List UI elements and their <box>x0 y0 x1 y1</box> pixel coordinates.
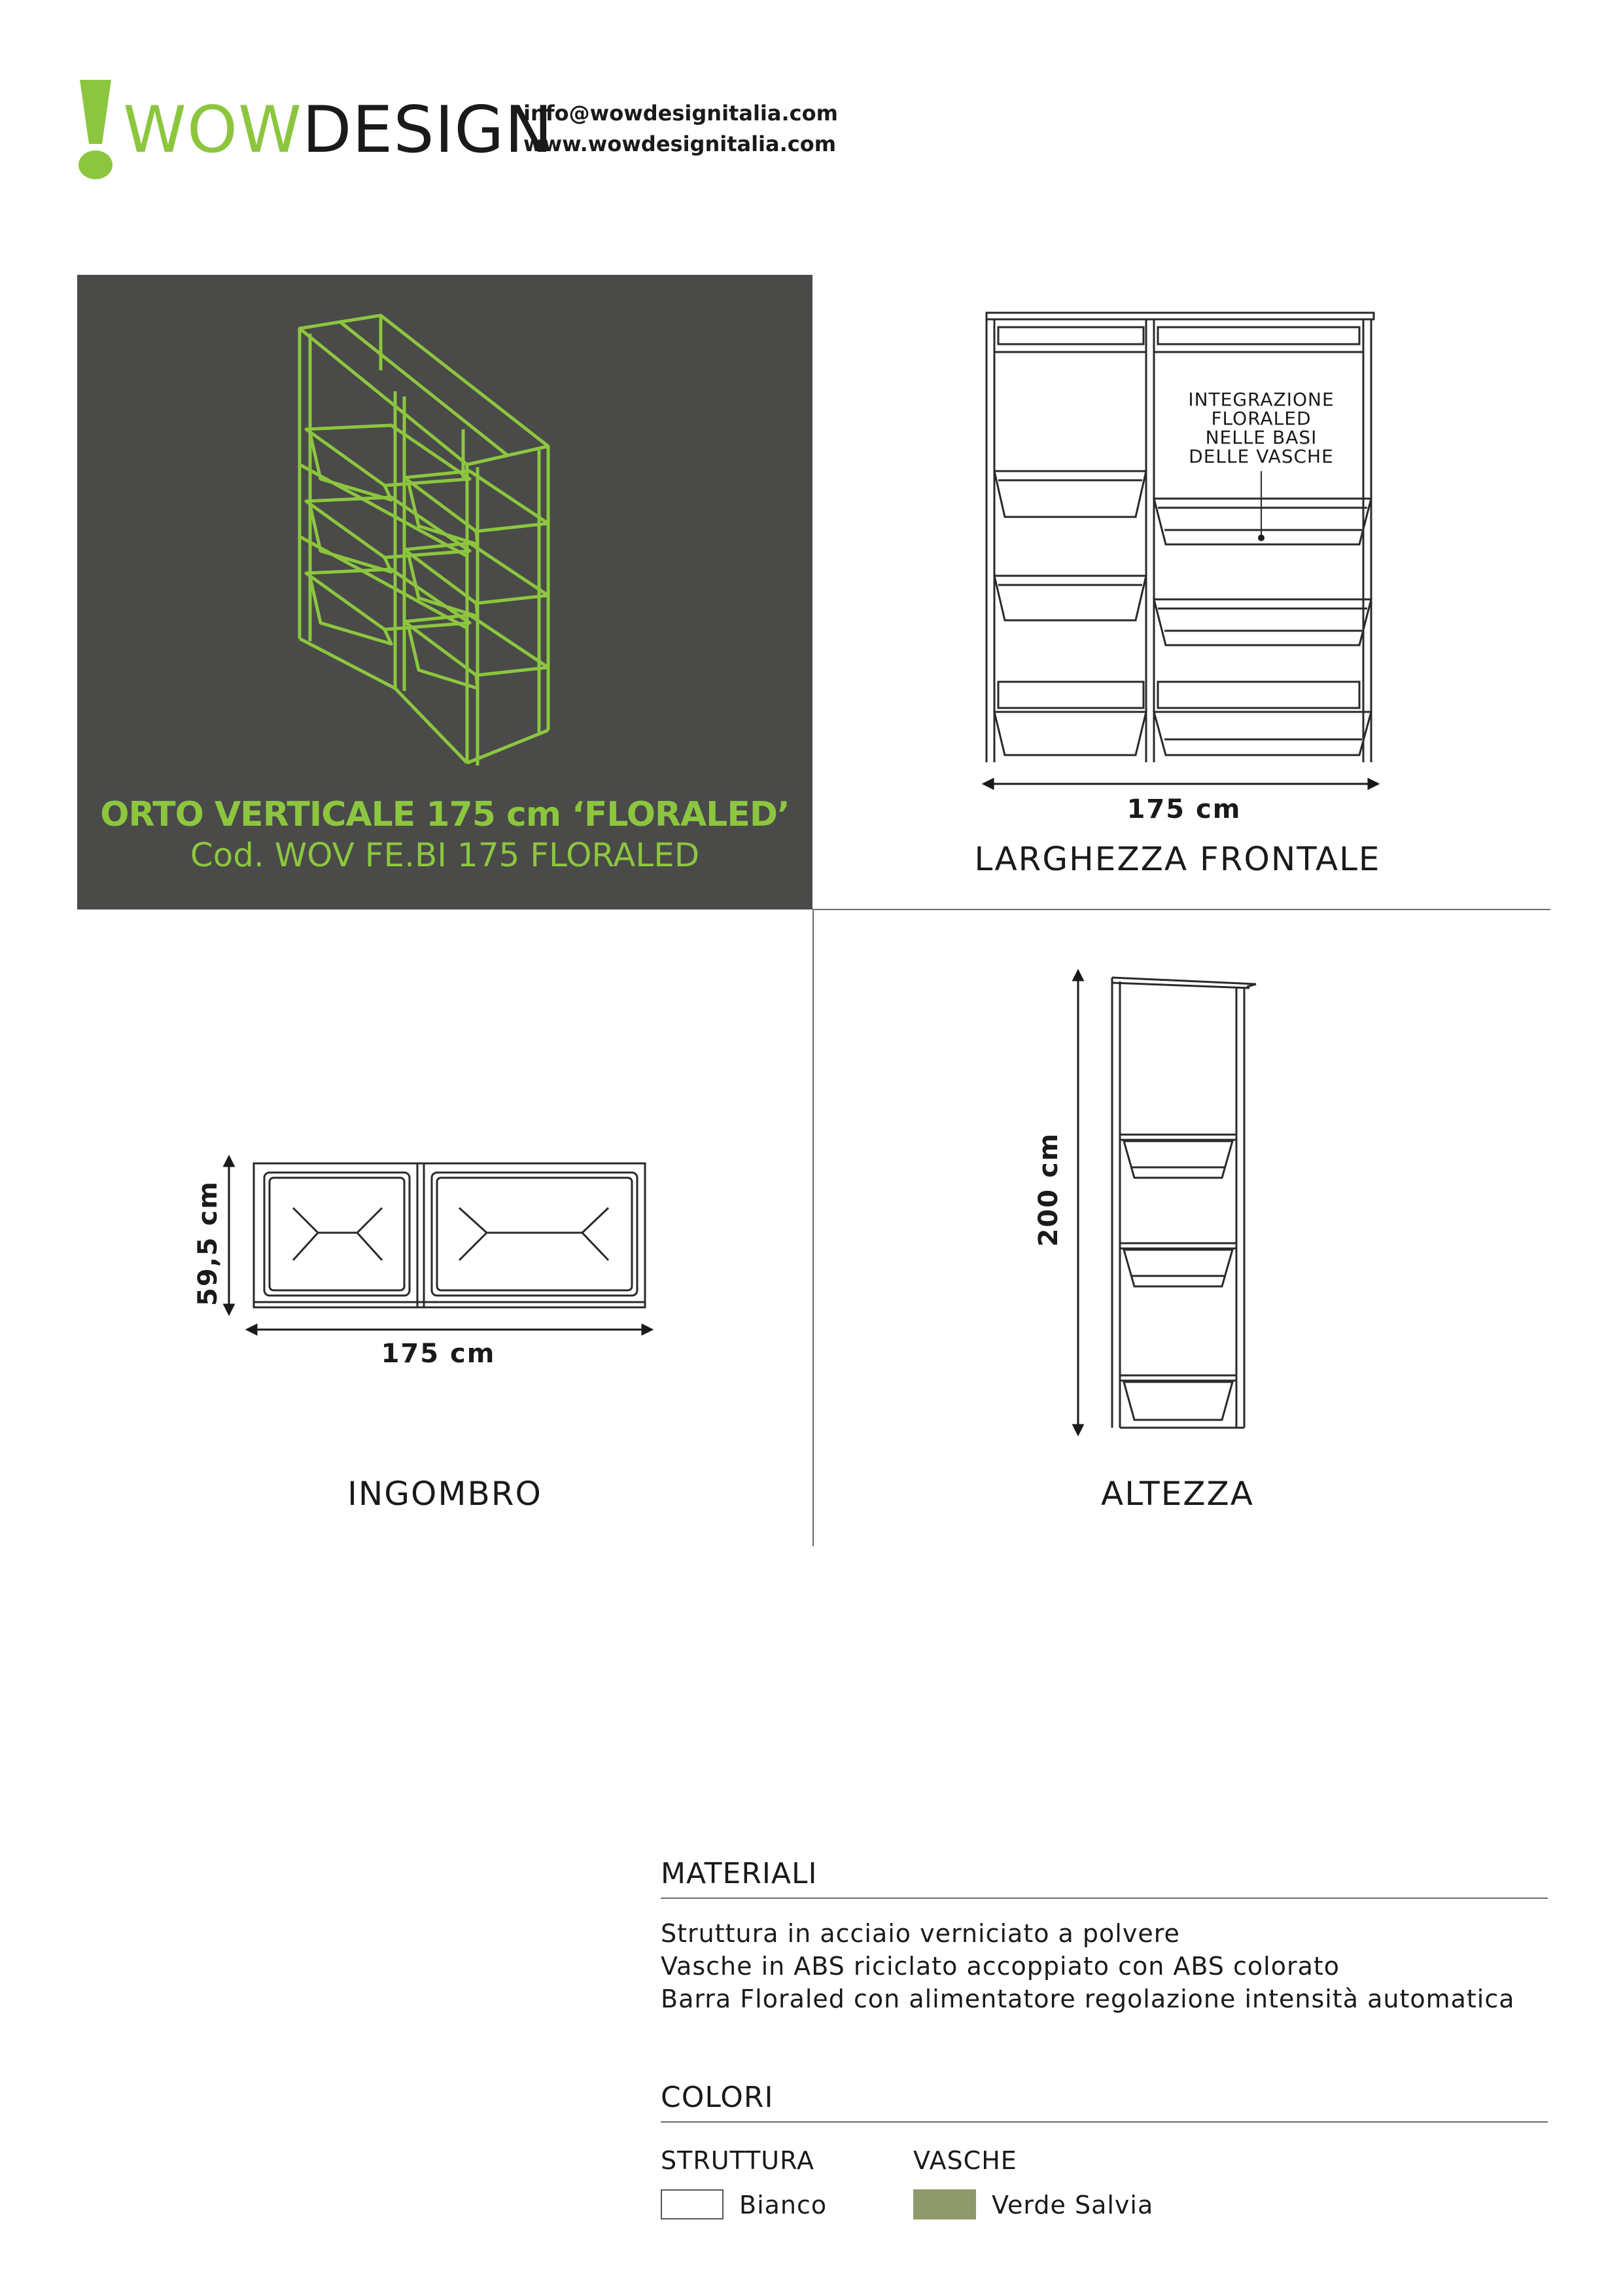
materials-rule <box>661 1898 1548 1899</box>
website-link[interactable]: www.wowdesignitalia.com <box>523 132 837 156</box>
top-view-caption: INGOMBRO <box>347 1475 542 1513</box>
divider-vertical <box>812 909 814 1546</box>
annotation-line: DELLE VASCHE <box>1189 446 1334 467</box>
logo-design: DESIGN <box>302 93 553 168</box>
front-view-drawing <box>981 308 1374 798</box>
front-width-dimension: 175 cm <box>1126 794 1242 824</box>
annotation-line: FLORALED <box>1211 408 1312 429</box>
front-view-caption: LARGHEZZA FRONTALE <box>974 840 1381 878</box>
exclamation-logo-icon <box>76 77 115 182</box>
product-title: ORTO VERTICALE 175 cm ‘FLORALED’ <box>100 795 790 834</box>
annotation-line: NELLE BASI <box>1205 427 1318 448</box>
side-height-dimension: 200 cm <box>1034 1132 1064 1247</box>
colors-title: COLORI <box>661 2081 774 2114</box>
material-item: Barra Floraled con alimentatore regolazione intensità automatica <box>661 1985 1515 2013</box>
side-view-drawing <box>1060 968 1282 1439</box>
email-link[interactable]: info@wowdesignitalia.com <box>523 101 838 126</box>
floraled-annotation <box>1184 390 1338 466</box>
material-item: Vasche in ABS riciclato accoppiato con ABS colorato <box>661 1952 1340 1981</box>
structure-color-value: Bianco <box>739 2191 828 2219</box>
material-item: Struttura in acciaio verniciato a polvere <box>661 1919 1180 1948</box>
materials-list <box>661 1917 1515 2015</box>
tubs-color-value: Verde Salvia <box>992 2191 1154 2219</box>
contact-block <box>523 98 838 160</box>
top-width-dimension: 175 cm <box>381 1339 496 1369</box>
top-depth-dimension: 59,5 cm <box>193 1180 223 1307</box>
structure-color-swatch <box>661 2189 724 2219</box>
top-view-drawing <box>216 1153 635 1343</box>
structure-color-label: STRUTTURA <box>661 2146 814 2175</box>
materials-title: MATERIALI <box>661 1857 818 1890</box>
tubs-color-label: VASCHE <box>913 2146 1017 2175</box>
logo-wordmark <box>123 93 553 168</box>
colors-rule <box>661 2121 1548 2123</box>
product-code: Cod. WOV FE.BI 175 FLORALED <box>190 836 700 874</box>
logo-wow: WOW <box>123 93 302 168</box>
logo[interactable] <box>76 77 553 182</box>
tubs-color-swatch <box>913 2189 976 2219</box>
side-view-caption: ALTEZZA <box>1100 1475 1255 1513</box>
annotation-line: INTEGRAZIONE <box>1188 389 1335 410</box>
divider-horizontal <box>812 909 1550 910</box>
